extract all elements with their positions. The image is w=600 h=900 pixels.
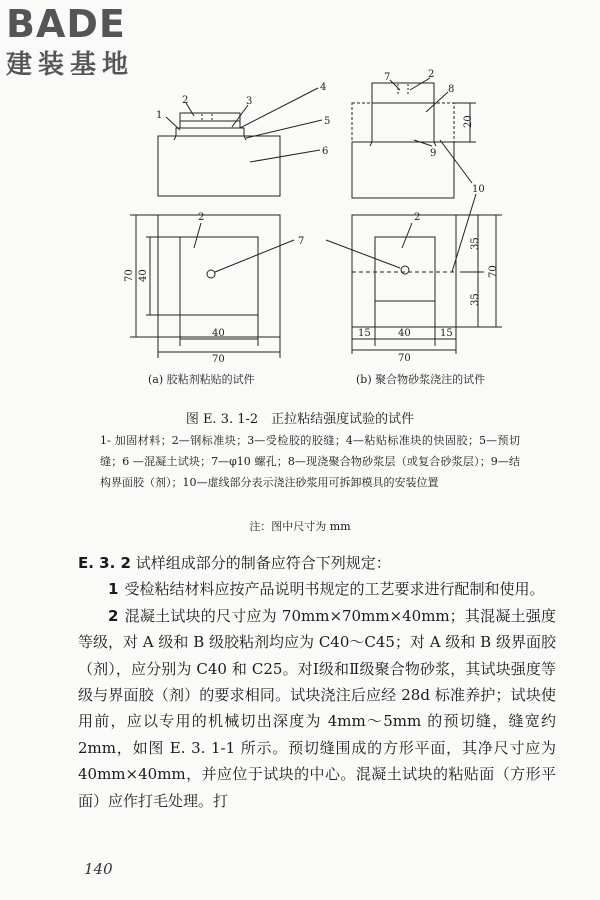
body-text xyxy=(78,550,556,814)
item-2-text: 混凝土试块的尺寸应为 70mm×70mm×40mm；其混凝土强度等级，对 A 级和 B 级胶粘剂均应为 C40～C45；对 A 级和 B 级界面胶（剂），应分别为 C40 和 C25。对Ⅰ级和Ⅱ级聚合物砂浆，其试块强度等级与界面胶（剂）的要求相同。试块浇注后应经 28d 标准养护；试块使用前，应以专用的机械切出深度为 4mm～5mm 的预切缝，缝宽约 2mm，如图 E. 3. 1-1 所示。预切缝围成的方形平面，其净尺寸应为 40mm×40mm，并应位于试块的中心。混凝土试块的粘贴面（方形平面）应作打毛处理。打 xyxy=(78,606,556,810)
dim-left-70h: 70 xyxy=(212,354,225,365)
plan-label-2a: 2 xyxy=(198,212,205,223)
bolt-hole-b xyxy=(401,266,409,274)
plan-inner-b xyxy=(375,237,435,301)
plan-outer-a xyxy=(158,215,280,337)
plan-label-7: 7 xyxy=(298,236,305,247)
section-number: E. 3. 2 xyxy=(78,554,131,572)
bolt-hole-a xyxy=(207,270,215,278)
label-6: 6 xyxy=(322,146,329,157)
label-9: 9 xyxy=(430,148,437,159)
steel-block-b xyxy=(372,83,434,103)
label-10: 10 xyxy=(472,184,485,195)
dim-right-70h: 70 xyxy=(398,353,411,364)
dim-left-70v: 70 xyxy=(124,269,135,282)
logo-brand-text: BADE xyxy=(6,2,126,46)
dim-right-70v: 70 xyxy=(488,265,499,278)
page-number: 140 xyxy=(84,860,113,878)
item-1-text: 受检粘结材料应按产品说明书规定的工艺要求进行配制和使用。 xyxy=(124,580,545,599)
figure-note: 注：图中尺寸为 mm xyxy=(249,520,351,533)
section-text: 试样组成部分的制备应符合下列规定： xyxy=(135,554,391,572)
label-2b: 2 xyxy=(428,69,435,80)
item-2 xyxy=(78,603,556,814)
label-5: 5 xyxy=(324,116,331,127)
figure-title: 图 E. 3. 1-2 正拉粘结强度试验的试件 xyxy=(185,412,415,427)
dim-20: 20 xyxy=(463,115,474,128)
dim-right-15b: 15 xyxy=(440,328,453,339)
item-2-number: 2 xyxy=(108,606,119,625)
plan-label-2b: 2 xyxy=(414,212,421,223)
plan-inner-a xyxy=(180,237,258,315)
concrete-block-b xyxy=(352,142,454,198)
label-3: 3 xyxy=(246,96,253,107)
dim-right-35bot: 35 xyxy=(470,293,481,306)
mortar-layer-b xyxy=(372,103,434,142)
label-8: 8 xyxy=(448,84,455,95)
label-4: 4 xyxy=(320,82,327,93)
dim-right-35top: 35 xyxy=(470,237,481,250)
label-7: 7 xyxy=(384,72,391,83)
concrete-block-a xyxy=(158,136,280,196)
caption-a: (a) 胶粘剂粘贴的试件 xyxy=(148,373,255,386)
dim-left-40h: 40 xyxy=(212,328,225,339)
reinforcement-layer-a xyxy=(176,128,244,136)
item-1 xyxy=(78,576,556,602)
dim-right-40: 40 xyxy=(398,328,411,339)
specimen-figure xyxy=(0,0,600,400)
dim-left-40v: 40 xyxy=(138,269,149,282)
formwork-dashed xyxy=(352,103,454,142)
caption-b: (b) 聚合物砂浆浇注的试件 xyxy=(356,373,486,386)
item-1-number: 1 xyxy=(108,580,119,599)
plan-outer-b xyxy=(352,215,456,327)
label-1: 1 xyxy=(156,110,163,121)
dim-right-15a: 15 xyxy=(358,328,371,339)
logo-subtitle: 建装基地 xyxy=(6,50,135,80)
figure-legend: 1- 加固材料；2—钢标准块；3—受检胶的胶缝；4—粘贴标准块的快固胶；5—预切缝；6 —混凝土试块；7—φ10 螺孔；8—现浇聚合物砂浆层（或复合砂浆层）；9—结构界面胶（剂）；10—虚线部分表示浇注砂浆用可拆卸模具的安装位置 xyxy=(100,434,520,489)
label-2: 2 xyxy=(182,95,189,106)
section-heading xyxy=(78,550,556,576)
